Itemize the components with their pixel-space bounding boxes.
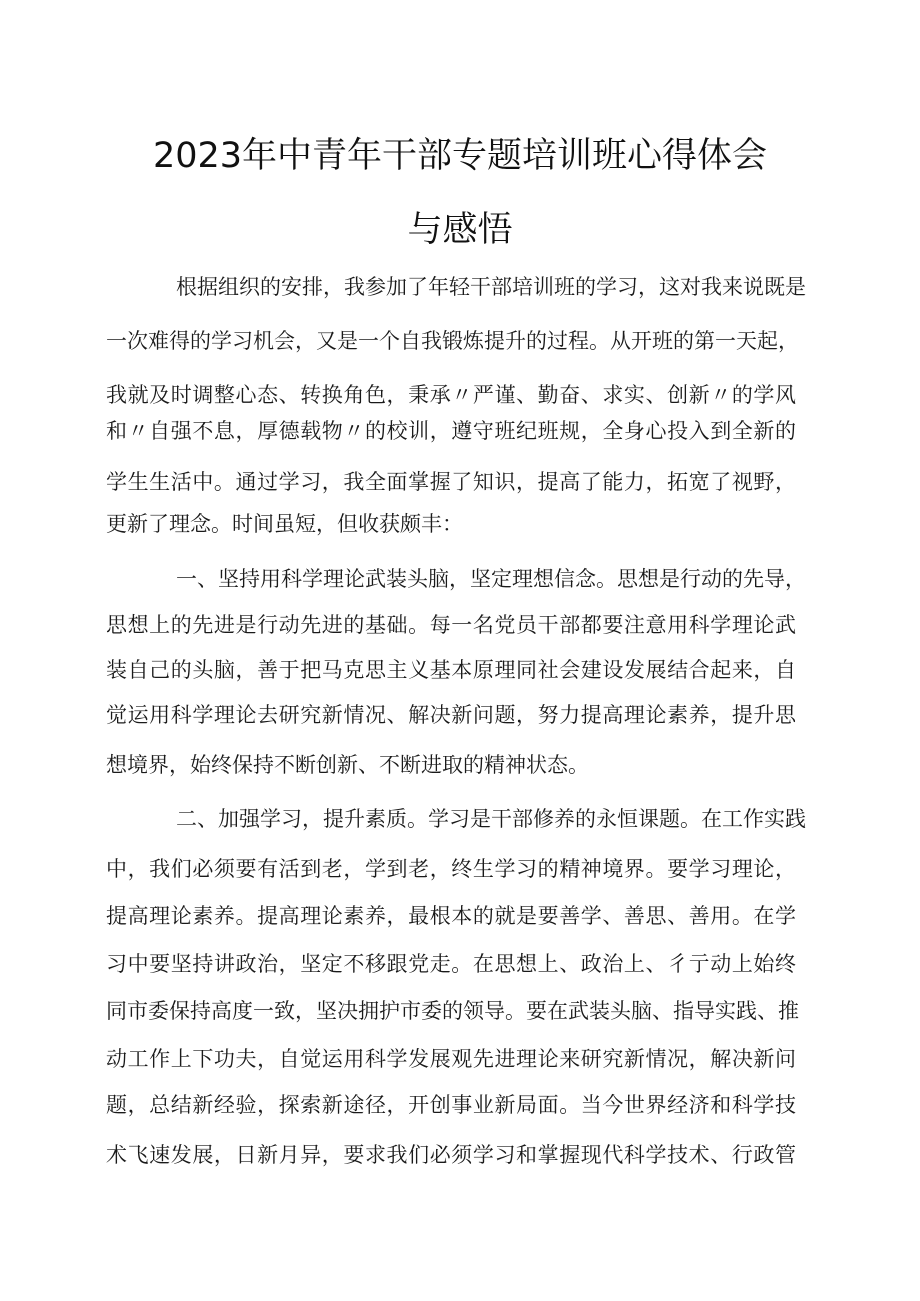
paragraph-line: 提高理论素养。提高理论素养，最根本的就是要善学、善思、善用。在学 bbox=[106, 904, 796, 928]
paragraph-line: 中，我们必须要有活到老，学到老，终生学习的精神境界。要学习理论， bbox=[106, 857, 796, 881]
paragraph-line: 同市委保持高度一致，坚决拥护市委的领导。要在武装头脑、指导实践、推 bbox=[106, 999, 799, 1023]
paragraph-line: 更新了理念。时间虽短，但收获颇丰： bbox=[106, 512, 463, 536]
paragraph-line: 一、坚持用科学理论武装头脑，坚定理想信念。思想是行动的先导， bbox=[176, 567, 806, 591]
paragraph-line: 我就及时调整心态、转换角色，秉承〃严谨、勤奋、求实、创新〃的学风 bbox=[106, 383, 796, 407]
paragraph-line: 思想上的先进是行动先进的基础。每一名党员干部都要注意用科学理论武 bbox=[106, 613, 796, 637]
document-title-line-1: 2023年中青年干部专题培训班心得体会 bbox=[152, 136, 768, 176]
paragraph-line: 想境界，始终保持不断创新、不断进取的精神状态。 bbox=[106, 753, 589, 777]
paragraph-line: 动工作上下功夫，自觉运用科学发展观先进理论来研究新情况，解决新问 bbox=[106, 1047, 796, 1071]
paragraph-line: 和〃自强不息，厚德载物〃的校训，遵守班纪班规，全身心投入到全新的 bbox=[106, 419, 796, 443]
paragraph-line: 学生生活中。通过学习，我全面掌握了知识，提高了能力，拓宽了视野， bbox=[106, 470, 796, 494]
paragraph-line: 习中要坚持讲政治，坚定不移跟党走。在思想上、政治上、彳亍动上始终 bbox=[106, 952, 796, 976]
paragraph-line: 一次难得的学习机会，又是一个自我锻炼提升的过程。从开班的第一天起， bbox=[106, 329, 799, 353]
paragraph-line: 二、加强学习，提升素质。学习是干部修养的永恒课题。在工作实践 bbox=[176, 807, 806, 831]
paragraph-line: 装自己的头脑，善于把马克思主义基本原理同社会建设发展结合起来，自 bbox=[106, 658, 796, 682]
paragraph-line: 觉运用科学理论去研究新情况、解决新问题，努力提高理论素养，提升思 bbox=[106, 703, 796, 727]
document-title-line-2: 与感悟 bbox=[407, 210, 513, 250]
paragraph-line: 题，总结新经验，探索新途径，开创事业新局面。当今世界经济和科学技 bbox=[106, 1093, 796, 1117]
paragraph-line: 术飞速发展，日新月异，要求我们必须学习和掌握现代科学技术、行政管 bbox=[106, 1143, 796, 1167]
paragraph-line: 根据组织的安排，我参加了年轻干部培训班的学习，这对我来说既是 bbox=[176, 275, 806, 299]
